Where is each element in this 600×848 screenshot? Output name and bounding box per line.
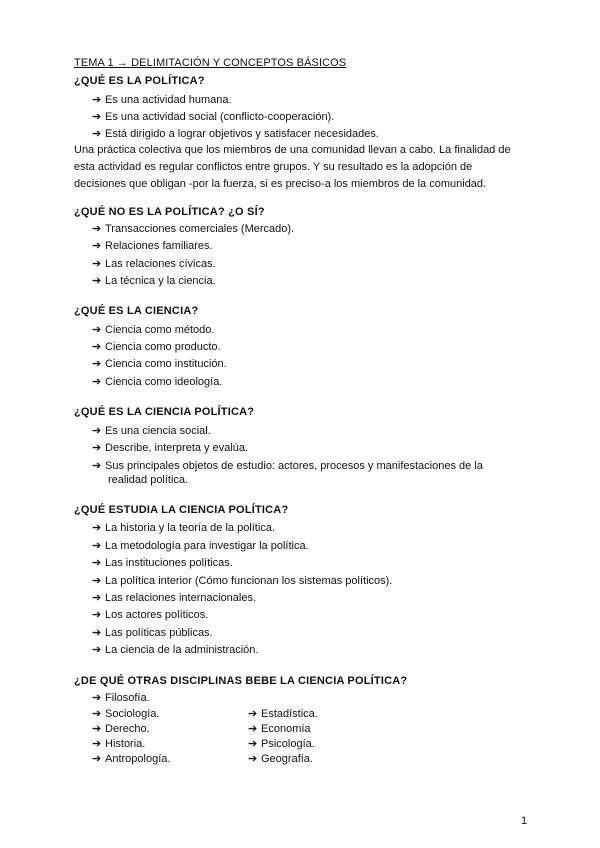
arrow-icon: ➔ xyxy=(92,128,102,140)
arrow-icon: ➔ xyxy=(92,460,102,472)
arrow-icon: ➔ xyxy=(92,592,102,604)
bullet-item: ➔ La política interior (Cómo funcionan los sistemas políticos). xyxy=(92,575,393,587)
heading-que-es-la-politica: ¿QUÉ ES LA POLÍTICA? xyxy=(74,75,205,87)
discipline-item: ➔ Economía xyxy=(248,723,311,735)
bullet-item: ➔ Está dirigido a lograr objetivos y satisfacer necesidades. xyxy=(92,128,379,140)
document-title: TEMA 1 → DELIMITACIÓN Y CONCEPTOS BÁSICOS xyxy=(74,57,347,69)
bullet-item: ➔ Es una actividad social (conflicto-cooperación). xyxy=(92,111,335,123)
arrow-icon: ➔ xyxy=(92,753,102,765)
heading-otras-disciplinas: ¿DE QUÉ OTRAS DISCIPLINAS BEBE LA CIENCIA POLÍTICA? xyxy=(74,675,408,687)
bullet-item: ➔ Las relaciones cívicas. xyxy=(92,258,216,270)
bullet-item: ➔ Relaciones familiares. xyxy=(92,240,213,252)
arrow-icon: ➔ xyxy=(92,609,102,621)
arrow-icon: ➔ xyxy=(248,738,258,750)
arrow-icon: ➔ xyxy=(92,692,102,704)
arrow-icon: ➔ xyxy=(92,425,102,437)
arrow-icon: ➔ xyxy=(92,557,102,569)
arrow-icon: ➔ xyxy=(92,258,102,270)
bullet-item: ➔ La técnica y la ciencia. xyxy=(92,275,216,287)
arrow-icon: ➔ xyxy=(92,240,102,252)
arrow-icon: ➔ xyxy=(248,753,258,765)
arrow-icon: ➔ xyxy=(92,358,102,370)
heading-que-estudia-la-ciencia-politica: ¿QUÉ ESTUDIA LA CIENCIA POLÍTICA? xyxy=(74,504,289,516)
arrow-icon: ➔ xyxy=(92,723,102,735)
discipline-item: ➔ Geografía. xyxy=(248,753,313,765)
arrow-icon: ➔ xyxy=(92,575,102,587)
bullet-item: ➔ Es una ciencia social. xyxy=(92,425,211,437)
discipline-item: ➔ Psicología. xyxy=(248,738,315,750)
bullet-item: ➔ Describe, interpreta y evalúa. xyxy=(92,442,249,454)
arrow-icon: ➔ xyxy=(92,644,102,656)
arrow-icon: ➔ xyxy=(248,723,258,735)
bullet-item: ➔ Los actores políticos. xyxy=(92,609,209,621)
arrow-icon: ➔ xyxy=(92,522,102,534)
bullet-item: ➔ Transacciones comerciales (Mercado). xyxy=(92,223,295,235)
arrow-icon: ➔ xyxy=(248,708,258,720)
bullet-item: ➔ Ciencia como método. xyxy=(92,324,215,336)
bullet-item: ➔ Es una actividad humana. xyxy=(92,94,232,106)
heading-que-no-es-la-politica: ¿QUÉ NO ES LA POLÍTICA? ¿O SÍ? xyxy=(74,206,265,218)
arrow-icon: ➔ xyxy=(92,111,102,123)
bullet-item: ➔ Ciencia como producto. xyxy=(92,341,221,353)
arrow-icon: ➔ xyxy=(92,738,102,750)
bullet-item: ➔ Las relaciones internacionales. xyxy=(92,592,257,604)
arrow-icon: ➔ xyxy=(92,94,102,106)
heading-que-es-la-ciencia-politica: ¿QUÉ ES LA CIENCIA POLÍTICA? xyxy=(74,406,255,418)
discipline-item: ➔ Estadística. xyxy=(248,708,318,720)
arrow-icon: ➔ xyxy=(92,708,102,720)
bullet-item: ➔ Las instituciones políticas. xyxy=(92,557,233,569)
heading-que-es-la-ciencia: ¿QUÉ ES LA CIENCIA? xyxy=(74,305,199,317)
discipline-item: ➔ Derecho. xyxy=(92,723,150,735)
discipline-item: ➔ Filosofía. xyxy=(92,692,150,704)
arrow-icon: ➔ xyxy=(92,324,102,336)
bullet-item: ➔ La ciencia de la administración. xyxy=(92,644,259,656)
page-number: 1 xyxy=(521,815,528,827)
bullet-item: ➔ Las políticas públicas. xyxy=(92,627,213,639)
discipline-item: ➔ Historia. xyxy=(92,738,146,750)
arrow-icon: ➔ xyxy=(92,341,102,353)
arrow-icon: ➔ xyxy=(92,442,102,454)
discipline-item: ➔ Antropología. xyxy=(92,753,171,765)
bullet-item: ➔ La metodología para investigar la política. xyxy=(92,540,309,552)
arrow-icon: ➔ xyxy=(92,376,102,388)
arrow-icon: ➔ xyxy=(92,627,102,639)
arrow-icon: ➔ xyxy=(92,540,102,552)
discipline-item: ➔ Sociología. xyxy=(92,708,160,720)
bullet-item: ➔ La historia y la teoría de la política. xyxy=(92,522,275,534)
bullet-continuation: realidad política. xyxy=(108,474,189,486)
definition-paragraph: Una práctica colectiva que los miembros de una comunidad llevan a cabo. La finalidad de esta actividad es regular conflictos entre grupos. Y su resultado es la adopción de decisiones que obligan -por la fuerza, si es preciso-a los miembros de la comunidad. xyxy=(74,144,511,190)
bullet-item: ➔ Ciencia como ideología. xyxy=(92,376,223,388)
arrow-icon: ➔ xyxy=(92,223,102,235)
arrow-icon: ➔ xyxy=(92,275,102,287)
bullet-item: ➔ Ciencia como institución. xyxy=(92,358,227,370)
bullet-item: ➔ Sus principales objetos de estudio: actores, procesos y manifestaciones de la xyxy=(92,460,483,472)
